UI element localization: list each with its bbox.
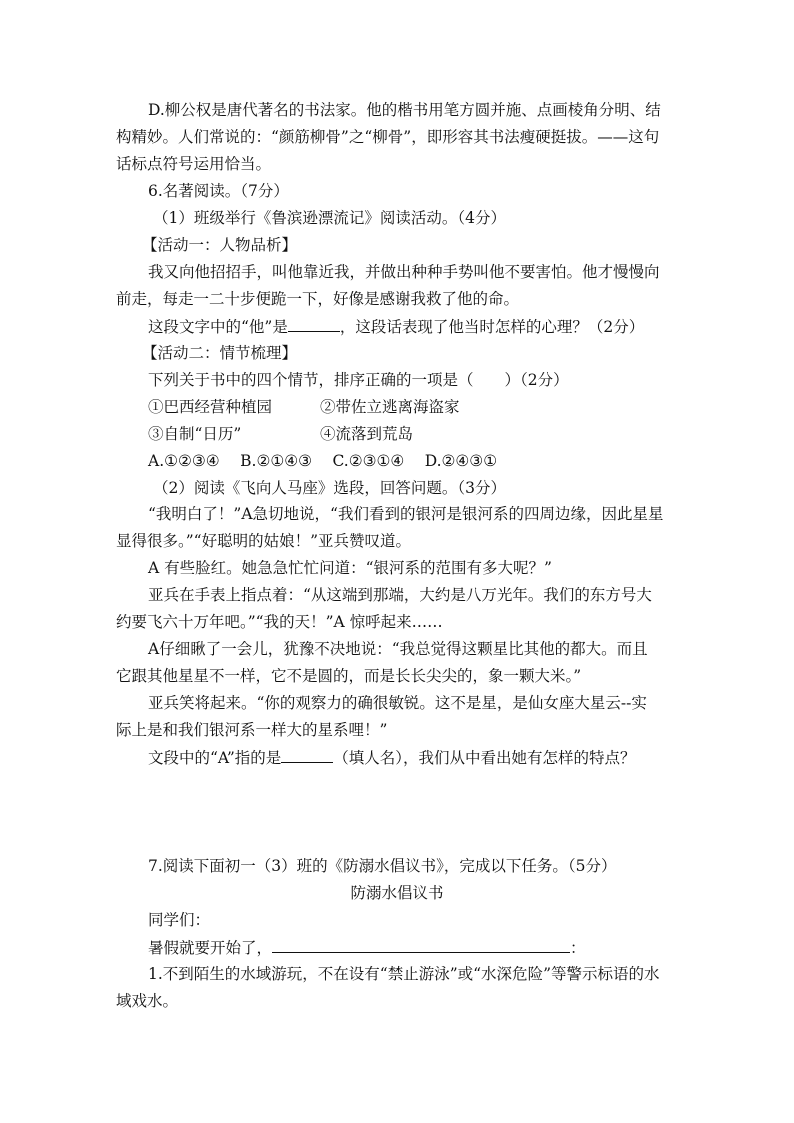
passage-1-line-1: 我又向他招招手，叫他靠近我，并做出种种手势叫他不要害怕。他才慢慢向 bbox=[148, 263, 660, 281]
passage-2-line-8: 亚兵笑将起来。“你的观察力的确很敏锐。这不是星，是仙女座大星云--实 bbox=[148, 694, 647, 712]
answer-blank-long[interactable] bbox=[272, 937, 570, 953]
blank-prefix: 这段文字中的“他”是 bbox=[148, 318, 288, 336]
passage-2-line-5: 约要飞六十万年吧。”“我的天！”A 惊呼起来…… bbox=[116, 613, 443, 631]
question-7-title: 7.阅读下面初一（3）班的《防溺水倡议书》，完成以下任务。（5分） bbox=[148, 857, 617, 875]
option-d-line-1: D.柳公权是唐代著名的书法家。他的楷书用笔方圆并施、点画棱角分明、结 bbox=[148, 101, 661, 119]
blank-suffix: （填人名），我们从中看出她有怎样的特点？ bbox=[333, 749, 636, 767]
plot-item-3: ③自制“日历” bbox=[148, 425, 242, 443]
question-6-2-blank-line bbox=[148, 747, 648, 768]
ordering-question: 下列关于书中的四个情节，排序正确的一项是（ ）（2分） bbox=[148, 371, 569, 389]
question-6-part-1: （1）班级举行《鲁滨逊漂流记》阅读活动。（4分） bbox=[153, 209, 506, 227]
choice-options: A.①②③④ B.②①④③ C.②③①④ D.②④③① bbox=[148, 452, 498, 470]
plot-items-row-1 bbox=[148, 397, 648, 417]
plot-item-4: ④流落到荒岛 bbox=[320, 425, 414, 443]
blank-suffix: ： bbox=[570, 939, 586, 957]
question-6-part-2: （2）阅读《飞向人马座》选段，回答问题。（3分） bbox=[153, 479, 506, 497]
passage-2-line-9: 际上是和我们银河系一样大的星系哩！” bbox=[116, 721, 388, 739]
plot-item-1: ①巴西经营种植园 bbox=[148, 398, 273, 416]
activity-2-heading: 【活动二：情节梳理】 bbox=[142, 344, 298, 362]
passage-2-line-1: “我明白了！”A急切地说，“我们看到的银河是银河系的四周边缘，因此星星 bbox=[148, 505, 664, 523]
proposal-salutation: 同学们： bbox=[148, 911, 211, 929]
proposal-opening-blank-line bbox=[148, 937, 648, 958]
passage-1-line-2: 前走，每走一二十步便跪一下，好像是感谢我救了他的命。 bbox=[116, 290, 520, 308]
option-d-line-2: 构精妙。人们常说的：“颜筋柳骨”之“柳骨”，即形容其书法瘦硬挺拔。——这句 bbox=[116, 128, 660, 146]
question-6-title: 6.名著阅读。（7分） bbox=[148, 182, 289, 200]
option-d-line-3: 话标点符号运用恰当。 bbox=[116, 155, 272, 173]
blank-prefix: 暑假就要开始了， bbox=[148, 939, 273, 957]
plot-items-row-2 bbox=[148, 424, 648, 444]
passage-2-line-7: 它跟其他星星不一样，它不是圆的，而是长长尖尖的，象一颗大米。” bbox=[116, 667, 582, 685]
proposal-title: 防溺水倡议书 bbox=[350, 884, 444, 902]
answer-blank[interactable] bbox=[281, 747, 333, 763]
passage-2-line-6: A仔细瞅了一会儿，犹豫不决地说：“我总觉得这颗星比其他的都大。而且 bbox=[148, 640, 648, 658]
passage-2-line-2: 显得很多。”“好聪明的姑娘！”亚兵赞叹道。 bbox=[116, 532, 412, 550]
passage-2-line-3: A 有些脸红。她急急忙忙问道：“银河系的范围有多大呢？” bbox=[148, 559, 552, 577]
proposal-item-1-line-2: 域戏水。 bbox=[116, 992, 179, 1010]
answer-blank[interactable] bbox=[288, 316, 340, 332]
plot-item-2: ②带佐立逃离海盗家 bbox=[320, 398, 460, 416]
activity-1-heading: 【活动一：人物品析】 bbox=[142, 236, 298, 254]
blank-prefix: 文段中的“A”指的是 bbox=[148, 749, 282, 767]
blank-suffix: ，这段话表现了他当时怎样的心理？（2分） bbox=[339, 318, 645, 336]
question-6-1-blank-line bbox=[148, 316, 648, 337]
passage-2-line-4: 亚兵在手表上指点着：“从这端到那端，大约是八万光年。我们的东方号大 bbox=[148, 586, 652, 604]
proposal-item-1-line-1: 1.不到陌生的水域游玩，不在设有“禁止游泳”或“水深危险”等警示标语的水 bbox=[148, 965, 660, 983]
